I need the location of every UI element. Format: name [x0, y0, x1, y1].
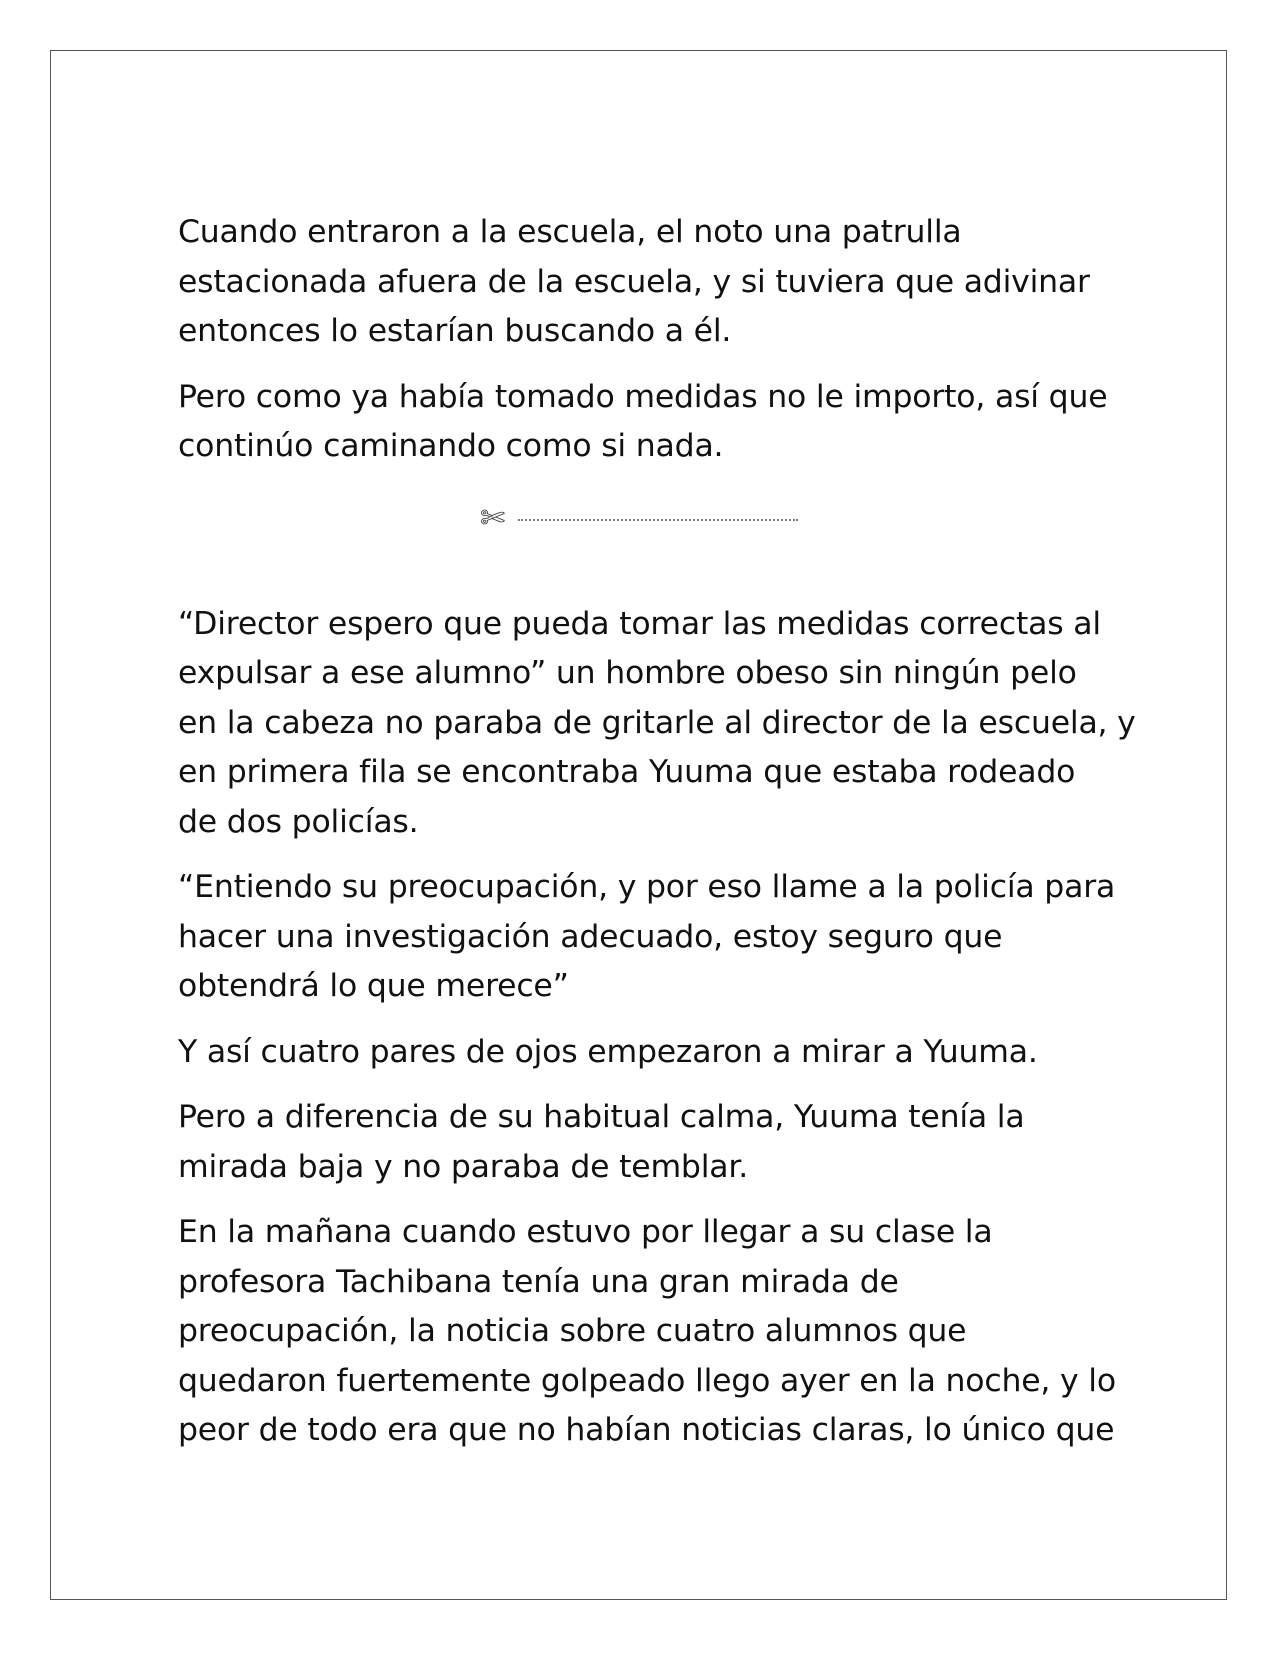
- paragraph-1: [178, 208, 1118, 357]
- text-line: hacer una investigación adecuado, estoy seguro que: [178, 918, 1003, 955]
- paragraph-2: [178, 373, 1118, 472]
- text-line: peor de todo era que no habían noticias claras, lo único que: [178, 1412, 1115, 1448]
- text-line: estacionada afuera de la escuela, y si tuviera que adivinar: [178, 263, 1090, 300]
- text-line: Pero como ya había tomado medidas no le importo, así que: [178, 378, 1108, 415]
- paragraph-3: [178, 600, 1136, 848]
- paragraph-5: [178, 1028, 1118, 1078]
- text-line: de dos policías.: [178, 803, 419, 840]
- text-line: obtendrá lo que merece”: [178, 968, 569, 1004]
- text-line: mirada baja y no paraba de temblar.: [178, 1148, 749, 1185]
- paragraph-6: [178, 1093, 1118, 1192]
- text-line: expulsar a ese alumno” un hombre obeso sin ningún pelo: [178, 655, 1077, 691]
- text-line: En la mañana cuando estuvo por llegar a su clase la: [178, 1214, 993, 1250]
- text-line: en la cabeza no paraba de gritarle al director de la escuela, y: [178, 704, 1136, 741]
- paragraph-7: [178, 1208, 1118, 1456]
- text-line: Cuando entraron a la escuela, el noto una patrulla: [178, 214, 962, 250]
- scissors-icon: ✄: [480, 500, 505, 536]
- scene-break-separator: [178, 488, 1118, 588]
- text-line: “Entiendo su preocupación, y por eso llame a la policía para: [178, 869, 1116, 905]
- document-page: [50, 50, 1227, 1600]
- document-body: [178, 208, 1136, 1472]
- text-line: continúo caminando como si nada.: [178, 428, 724, 464]
- paragraph-4: [178, 863, 1118, 1012]
- text-line: Pero a diferencia de su habitual calma, Yuuma tenía la: [178, 1099, 1025, 1135]
- text-line: “Director espero que pueda tomar las medidas correctas al: [178, 605, 1101, 642]
- text-line: entonces lo estarían buscando a él.: [178, 313, 732, 349]
- text-line: Y así cuatro pares de ojos empezaron a mirar a Yuuma.: [178, 1033, 1038, 1070]
- text-line: profesora Tachibana tenía una gran mirada de: [178, 1263, 899, 1300]
- text-line: en primera fila se encontraba Yuuma que estaba rodeado: [178, 754, 1076, 790]
- text-line: preocupación, la noticia sobre cuatro alumnos que: [178, 1313, 967, 1349]
- text-line: quedaron fuertemente golpeado llego ayer en la noche, y lo: [178, 1362, 1116, 1399]
- dotted-cut-line: [518, 519, 798, 521]
